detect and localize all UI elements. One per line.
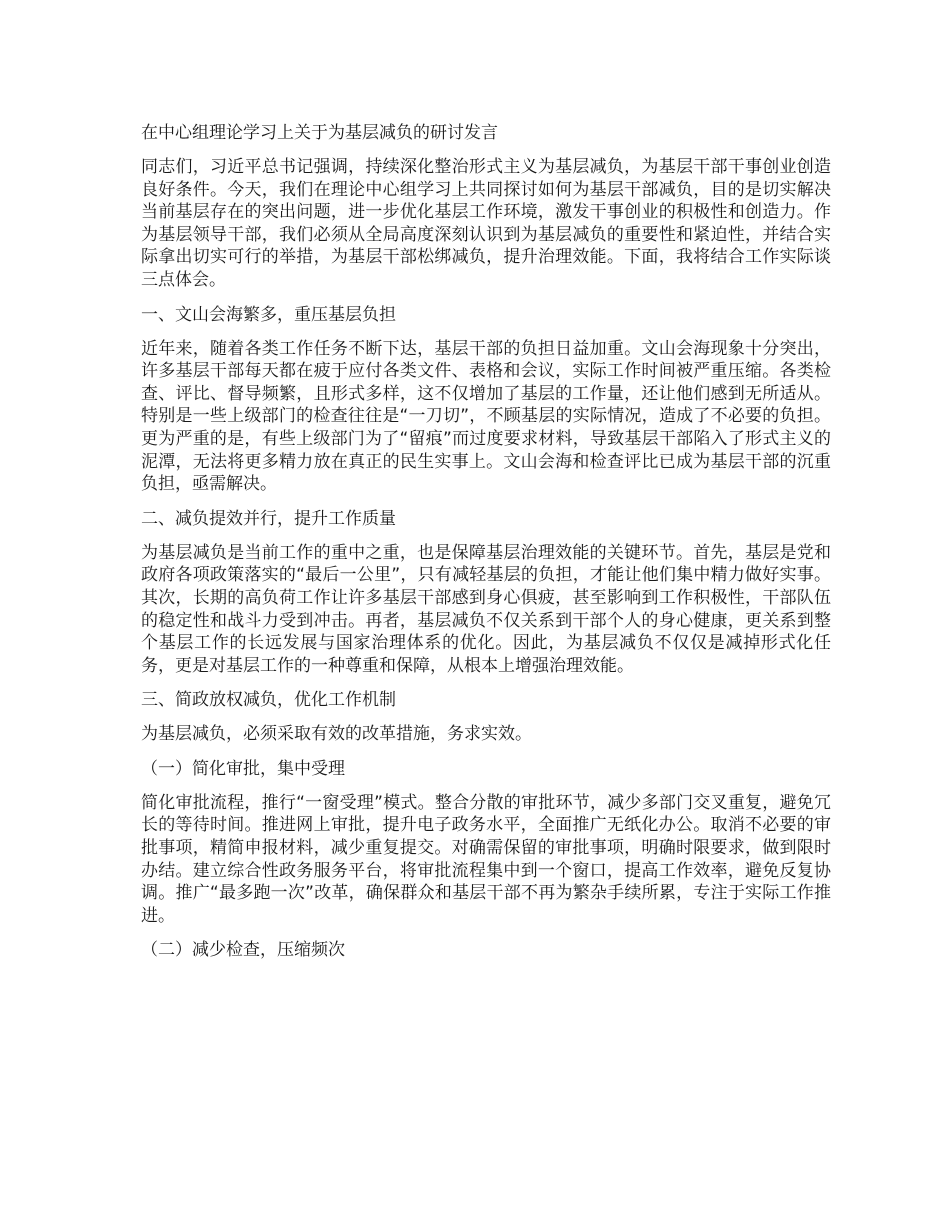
document-title: 在中心组理论学习上关于为基层减负的研讨发言 (141, 123, 498, 143)
section-3-body: 为基层减负，必须采取有效的改革措施，务求实效。 (141, 724, 532, 745)
subsection-2-heading: （二）减少检查，压缩频次 (141, 940, 345, 961)
intro-paragraph: 同志们，习近平总书记强调，持续深化整治形式主义为基层减负，为基层干部干事创业创造良好条件。今天，我们在理论中心组学习上共同探讨如何为基层干部减负，目的是切实解决当前基层存在的突出问题，进一步优化基层工作环境，激发干事创业的积极性和创造力。作为基层领导干部，我们必须从全局高度深刻认识到为基层减负的重要性和紧迫性，并结合实际拿出切实可行的举措，为基层干部松绑减负，提升治理效能。下面，我将结合工作实际谈三点体会。 (141, 157, 831, 290)
section-1-heading: 一、文山会海繁多，重压基层负担 (141, 304, 396, 325)
section-2-heading: 二、减负提效并行，提升工作质量 (141, 508, 396, 529)
subsection-1-body: 简化审批流程，推行“一窗受理”模式。整合分散的审批环节，减少多部门交叉重复，避免冗长的等待时间。推进网上审批，提升电子政务水平，全面推广无纸化办公。取消不必要的审批事项，精简申报材料，减少重复提交。对确需保留的审批事项，明确时限要求，做到限时办结。建立综合性政务服务平台，将审批流程集中到一个窗口，提高工作效率，避免反复协调。推广“最多跑一次”改革，确保群众和基层干部不再为繁杂手续所累，专注于实际工作推进。 (141, 792, 831, 926)
section-1-body: 近年来，随着各类工作任务不断下达，基层干部的负担日益加重。文山会海现象十分突出，许多基层干部每天都在疲于应付各类文件、表格和会议，实际工作时间被严重压缩。各类检查、评比、督导频繁，且形式多样，这不仅增加了基层的工作量，还让他们感到无所适从。特别是一些上级部门的检查往往是“一刀切”，不顾基层的实际情况，造成了不必要的负担。更为严重的是，有些上级部门为了“留痕”而过度要求材料，导致基层干部陷入了形式主义的泥潭，无法将更多精力放在真正的民生实事上。文山会海和检查评比已成为基层干部的沉重负担，亟需解决。 (141, 338, 831, 495)
section-2-body: 为基层减负是当前工作的重中之重，也是保障基层治理效能的关键环节。首先，基层是党和政府各项政策落实的“最后一公里”，只有减轻基层的负担，才能让他们集中精力做好实事。其次，长期的高负荷工作让许多基层干部感到身心俱疲，甚至影响到工作积极性，干部队伍的稳定性和战斗力受到冲击。再者，基层减负不仅关系到干部个人的身心健康，更关系到整个基层工作的长远发展与国家治理体系的优化。因此，为基层减负不仅仅是减掉形式化任务，更是对基层工作的一种尊重和保障，从根本上增强治理效能。 (141, 542, 831, 676)
document-page (141, 122, 831, 973)
section-3-heading: 三、简政放权减负，优化工作机制 (141, 690, 396, 711)
subsection-1-heading: （一）简化审批，集中受理 (141, 758, 345, 779)
